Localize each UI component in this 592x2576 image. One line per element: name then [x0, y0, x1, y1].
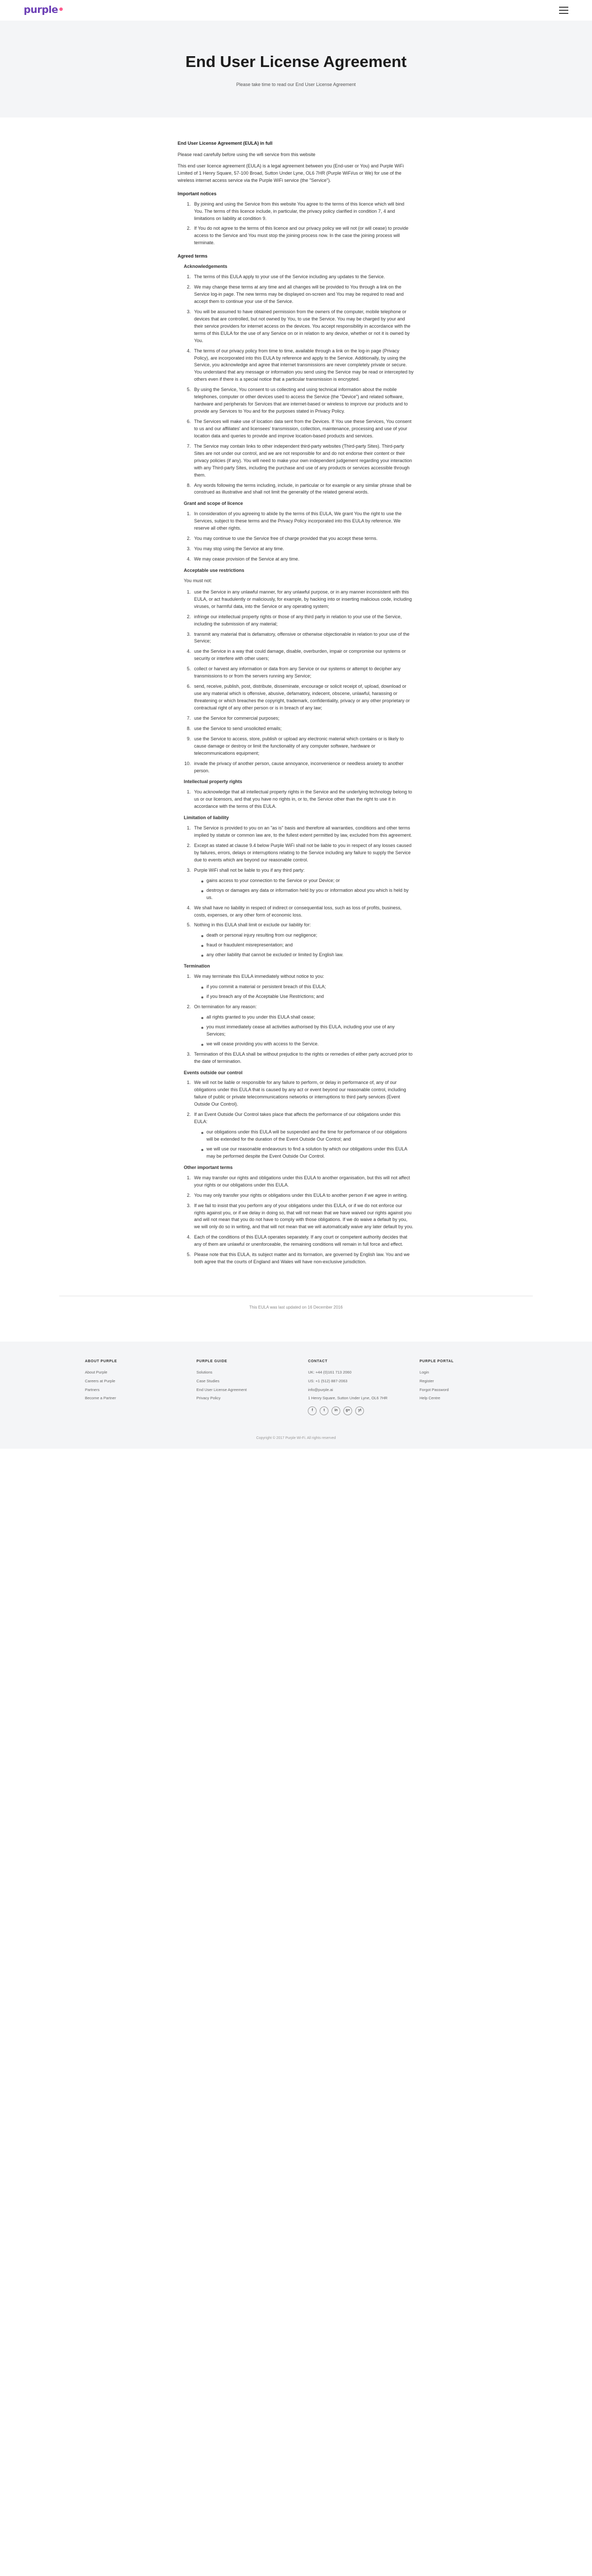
liability-sublist	[194, 932, 414, 959]
sublist-item: if you commit a material or persistent breach of this EULA;	[201, 984, 414, 991]
footer-link[interactable]: Register	[419, 1378, 434, 1383]
list-item: 9. use the Service to access, store, publish or upload any electronic material which contains or is likely to cause damage or destroy or limit the functionality of any computer software, hardware or telecommunications equipment;	[192, 736, 414, 757]
sublist-item: fraud or fraudulent misrepresentation; and	[201, 942, 414, 949]
list-item: 2. infringe our intellectual property rights or those of any third party in relation to your use of the Service, including the submission of any material;	[192, 614, 414, 628]
other-terms-list	[178, 1175, 414, 1266]
termination-sublist	[194, 1014, 414, 1048]
list-item: 1. By joining and using the Service from this website You agree to the terms of this licence which will bind You. The terms of this licence include, in particular, the privacy policy clarified in condition 7, 4 and limitations on liability at condition 9.	[192, 201, 414, 223]
eula-document	[178, 117, 414, 1285]
list-item: 1. The Service is provided to you on an "as is" basis and therefore all warranties, conditions and other terms implied by statute or common law are, to the fullest extent permitted by law, excluded from this agreement.	[192, 825, 414, 839]
list-item: 1. The terms of this EULA apply to your use of the Service including any updates to the Service.	[192, 274, 414, 281]
hero-banner	[0, 21, 592, 117]
footer-contact-line: US: +1 (512) 887-2063	[308, 1378, 347, 1383]
page-subtitle: Please take time to read our End User License Agreement	[236, 82, 356, 88]
list-item: 1. In consideration of you agreeing to abide by the terms of this EULA, We grant You the right to use the Services, subject to these terms and the Privacy Policy incorporated into this EULA by reference. We reserve all other rights.	[192, 511, 414, 532]
footer-link[interactable]: Forgot Password	[419, 1387, 449, 1392]
footer-contact-line: UK: +44 (0)161 713 2060	[308, 1370, 352, 1375]
sublist-item: destroys or damages any data or information held by you or information about you which is held by us.	[201, 887, 414, 902]
list-item: 5. collect or harvest any information or data from any Service or our systems or attempt to decipher any transmissions to or from the servers running any Service;	[192, 666, 414, 680]
footer-link[interactable]: About Purple	[85, 1370, 108, 1375]
list-item	[192, 922, 414, 959]
top-navigation-bar	[0, 0, 592, 21]
footer-link[interactable]: End User License Agreement	[196, 1387, 247, 1392]
list-item: 2. If You do not agree to the terms of this licence and our privacy policy we will not (or will cease) to provide access to the Service and You must stop the joining process now. In the case the joining process will terminate.	[192, 225, 414, 247]
footer-link[interactable]: Solutions	[196, 1370, 213, 1375]
subsection-heading-other-terms: Other important terms	[184, 1164, 233, 1170]
restrictions-intro: You must not:	[184, 578, 212, 583]
list-item	[192, 1004, 414, 1048]
footer-column-contact	[308, 1359, 395, 1415]
grant-list	[178, 511, 414, 563]
list-item	[192, 867, 414, 902]
list-item: 8. use the Service to send unsolicited emails;	[192, 725, 414, 733]
list-item-text: Nothing in this EULA shall limit or exclude our liability for:	[194, 922, 311, 928]
events-list	[178, 1079, 414, 1160]
list-item: 1. use the Service in any unlawful manner, for any unlawful purpose, or in any manner inconsistent with this EULA, or act fraudulently or maliciously, for example, by hacking into or inserting malicious code, including viruses, or harmful data, into the Service or any operating system;	[192, 589, 414, 611]
list-item: 4. We may cease provision of the Service at any time.	[192, 556, 414, 563]
sublist-item: we will use our reasonable endeavours to find a solution by which our obligations under this EULA may be performed despite the Event Outside Our Control.	[201, 1146, 414, 1160]
subsection-heading-grant: Grant and scope of licence	[184, 501, 243, 506]
events-sublist	[194, 1129, 414, 1160]
footer-link[interactable]: Case Studies	[196, 1378, 220, 1383]
sublist-item: death or personal injury resulting from our negligence;	[201, 932, 414, 939]
sublist-item: if you breach any of the Acceptable Use Restrictions; and	[201, 993, 414, 1001]
social-links	[308, 1406, 395, 1415]
twitter-icon[interactable]: t	[320, 1406, 328, 1415]
footer-column-about	[85, 1359, 172, 1415]
purple-logo[interactable]: purple•	[24, 4, 64, 16]
subsection-heading-events: Events outside our control	[184, 1070, 243, 1075]
list-item: 1. We may transfer our rights and obligations under this EULA to another organisation, but this will not affect your rights or our obligations under this EULA.	[192, 1175, 414, 1189]
subsection-heading-termination: Termination	[184, 963, 210, 969]
footer-link[interactable]: Privacy Policy	[196, 1396, 221, 1401]
footer-column-heading: PURPLE PORTAL	[419, 1360, 454, 1364]
document-heading: End User License Agreement (EULA) in full	[178, 141, 273, 146]
list-item: 4. The terms of our privacy policy from time to time, available through a link on the log-in page (Privacy Policy), are incorporated into this EULA by reference and apply to the Service. Additionally, by using the Service, you acknowledge and agree that internet transmissions are never completely private or secure. You understand that any message or information you send using the Service may be read or intercepted by others even if there is a special notice that a particular transmission is encrypted.	[192, 348, 414, 384]
youtube-icon[interactable]: yt	[355, 1406, 364, 1415]
restrictions-list	[178, 589, 414, 775]
footer-link[interactable]: Login	[419, 1370, 429, 1375]
ip-list	[178, 789, 414, 810]
sublist-item: our obligations under this EULA will be suspended and the time for performance of our obligations will be extended for the duration of the Event Outside Our Control; and	[201, 1129, 414, 1143]
footer-link[interactable]: Help Centre	[419, 1396, 440, 1401]
list-item: 4. Each of the conditions of this EULA operates separately. If any court or competent authority decides that any of them are unlawful or unenforceable, the remaining conditions will remain in full force and effect.	[192, 1234, 414, 1248]
footer-link[interactable]: Partners	[85, 1387, 100, 1392]
footer-column-portal	[420, 1359, 507, 1415]
list-item-text: On termination for any reason:	[194, 1004, 257, 1009]
list-item: 8. Any words following the terms including, include, in particular or for example or any similar phrase shall be construed as illustrative and shall not limit the generality of the related general words.	[192, 482, 414, 497]
list-item: 3. You will be assumed to have obtained permission from the owners of the computer, mobile telephone or devices that are controlled, but not owned by You, to use the Service. You may be charged by your and their service providers for internet access on the devices. You accept responsibility in accordance with the terms of this EULA for the use of any Service on or in relation to any device, whether or not it is owned by You.	[192, 309, 414, 345]
footer-column-heading: ABOUT PURPLE	[85, 1360, 117, 1364]
intro-paragraph: Please read carefully before using the wifi service from this website	[178, 151, 316, 157]
last-updated-note: This EULA was last updated on 16 December 2016	[59, 1296, 533, 1342]
subsection-heading-acknowledgements: Acknowledgements	[184, 264, 228, 269]
footer-link[interactable]: Careers at Purple	[85, 1378, 115, 1383]
footer-column-guide	[197, 1359, 284, 1415]
list-item: 6. The Services will make use of location data sent from the Devices. If You use these Services, You consent to us and our affiliates' and licensees' transmission, collection, maintenance, processing and use of your location data and queries to provide and improve location-based products and services.	[192, 418, 414, 440]
acknowledgements-list	[178, 274, 414, 496]
list-item: 6. send, receive, publish, post, distribute, disseminate, encourage or solicit receipt of, upload, download or use any material which is offensive, abusive, defamatory, indecent, obscene, unlawful, harassing or threatening or which breaches the copyright, trademark, confidentiality, privacy or any other proprietary or contractual right of any other person or is in breach of any law;	[192, 683, 414, 712]
list-item-text: If an Event Outside Our Control takes place that affects the performance of our obligations under this EULA:	[194, 1112, 401, 1125]
google-plus-icon[interactable]: g+	[343, 1406, 352, 1415]
list-item: 7. The Service may contain links to other independent third-party websites (Third-party Sites). Third-party Sites are not under our control, and we are not responsible for and do not endorse their content or their privacy policies (if any). You will need to make your own independent judgement regarding your interaction with any Third-party Sites, including the purchase and use of any products or services accessible through them.	[192, 443, 414, 479]
site-footer	[0, 1342, 592, 1448]
facebook-icon[interactable]: f	[308, 1406, 317, 1415]
subsection-heading-liability: Limitation of liability	[184, 815, 229, 821]
liability-list	[178, 825, 414, 959]
list-item: 1. You acknowledge that all intellectual property rights in the Service and the underlying technology belong to us or our licensors, and that you have no rights in, or to, the Service other than the right to use it in accordance with the terms of this EULA.	[192, 789, 414, 810]
list-item: 2. You may continue to use the Service free of charge provided that you accept these terms.	[192, 535, 414, 543]
list-item-text: We may terminate this EULA immediately without notice to you:	[194, 974, 324, 979]
copyright-notice: Copyright © 2017 Purple Wi-Fi. All rights reserved	[256, 1436, 336, 1440]
footer-column-heading: PURPLE GUIDE	[196, 1360, 228, 1364]
linkedin-icon[interactable]: in	[332, 1406, 340, 1415]
list-item: 5. Please note that this EULA, its subject matter and its formation, are governed by English law. You and we both agree that the courts of England and Wales will have non-exclusive jurisdiction.	[192, 1251, 414, 1266]
subsection-heading-ip: Intellectual property rights	[184, 779, 242, 785]
list-item	[192, 1111, 414, 1160]
footer-link[interactable]: Become a Partner	[85, 1396, 116, 1401]
list-item: 5. By using the Service, You consent to us collecting and using technical information about the mobile telephones, computer or other devices used to access the Service (the "Device") and related software, hardware and peripherals for Services that are internet-based or wireless to improve our products and to provide any Services to You and for the purposes stated in Privacy Policy.	[192, 386, 414, 415]
footer-contact-line: 1 Henry Square, Sutton Under Lyne, OL6 7HR	[308, 1396, 388, 1401]
list-item: 3. You may stop using the Service at any time.	[192, 546, 414, 553]
sublist-item: we will cease providing you with access to the Service.	[201, 1041, 414, 1048]
list-item: 2. Except as stated at clause 9.4 below Purple WiFi shall not be liable to you in respect of any losses caused by failures, errors, delays or interruptions relating to the Service including any failure to supply the Service due to events which are beyond our reasonable control.	[192, 842, 414, 864]
section-heading-agreed-terms: Agreed terms	[178, 253, 208, 259]
footer-column-heading: CONTACT	[308, 1360, 328, 1364]
sublist-item: any other liability that cannot be excluded or limited by English law.	[201, 952, 414, 959]
subsection-heading-acceptable-use: Acceptable use restrictions	[184, 567, 245, 573]
termination-list	[178, 973, 414, 1065]
sublist-item: gains access to your connection to the Service or your Device; or	[201, 877, 414, 885]
sublist-item: all rights granted to you under this EULA shall cease;	[201, 1014, 414, 1021]
list-item: 3. If we fail to insist that you perform any of your obligations under this EULA, or if we do not enforce our rights against you, or if we delay in doing so, that will not mean that we have waived our rights against you and will not mean that you do not have to comply with those obligations. If we do waive a default by you, we will only do so in writing, and that will not mean that we will automatically waive any later default by you.	[192, 1202, 414, 1231]
hamburger-menu-icon[interactable]	[559, 7, 568, 14]
liability-sublist	[194, 877, 414, 902]
list-item: 2. You may only transfer your rights or obligations under this EULA to another person if we agree in writing.	[192, 1192, 414, 1199]
section-heading-important-notices: Important notices	[178, 191, 217, 196]
list-item: 4. use the Service in a way that could damage, disable, overburden, impair or compromise our systems or security or interfere with other users;	[192, 648, 414, 663]
footer-contact-email[interactable]: info@purple.ai	[308, 1387, 333, 1392]
list-item: 7. use the Service for commercial purposes;	[192, 715, 414, 722]
termination-sublist	[194, 984, 414, 1001]
list-item: 3. Termination of this EULA shall be without prejudice to the rights or remedies of either party accrued prior to the date of termination.	[192, 1051, 414, 1065]
list-item: 4. We shall have no liability in respect of indirect or consequential loss, such as loss of profits, business, costs, expenses, or any other form of economic loss.	[192, 905, 414, 919]
list-item	[192, 973, 414, 1001]
important-notices-list	[178, 201, 414, 247]
list-item: 10. invade the privacy of another person, cause annoyance, inconvenience or needless anxiety to another person.	[192, 760, 414, 775]
page-title: End User License Agreement	[185, 53, 407, 71]
list-item: 1. We will not be liable or responsible for any failure to perform, or delay in performance of, any of our obligations under this EULA that is caused by any act or event beyond our reasonable control, including failure of public or private telecommunications networks or interruptions to third party services (Event Outside Our Control).	[192, 1079, 414, 1108]
list-item: 2. We may change these terms at any time and all changes will be provided to You through a link on the Service log-in page. The new terms may be displayed on-screen and You may be required to read and accept them to continue your use of the Service.	[192, 284, 414, 306]
list-item: 3. transmit any material that is defamatory, offensive or otherwise objectionable in relation to your use of the Service;	[192, 631, 414, 646]
sublist-item: you must immediately cease all activities authorised by this EULA, including your use of any Services;	[201, 1024, 414, 1038]
footer-columns	[85, 1359, 507, 1415]
list-item-text: Purple WiFi shall not be liable to you if any third party:	[194, 867, 305, 873]
intro-paragraph: This end user licence agreement (EULA) is a legal agreement between you (End-user or You) and Purple WiFi Limited of 1 Henry Square, 57-100 Broad, Sutton Under Lyne, OL6 7HR (Purple WiFi/us or We) for use of the wireless internet access service via the Purple WiFi service (the "Service").	[178, 163, 404, 183]
